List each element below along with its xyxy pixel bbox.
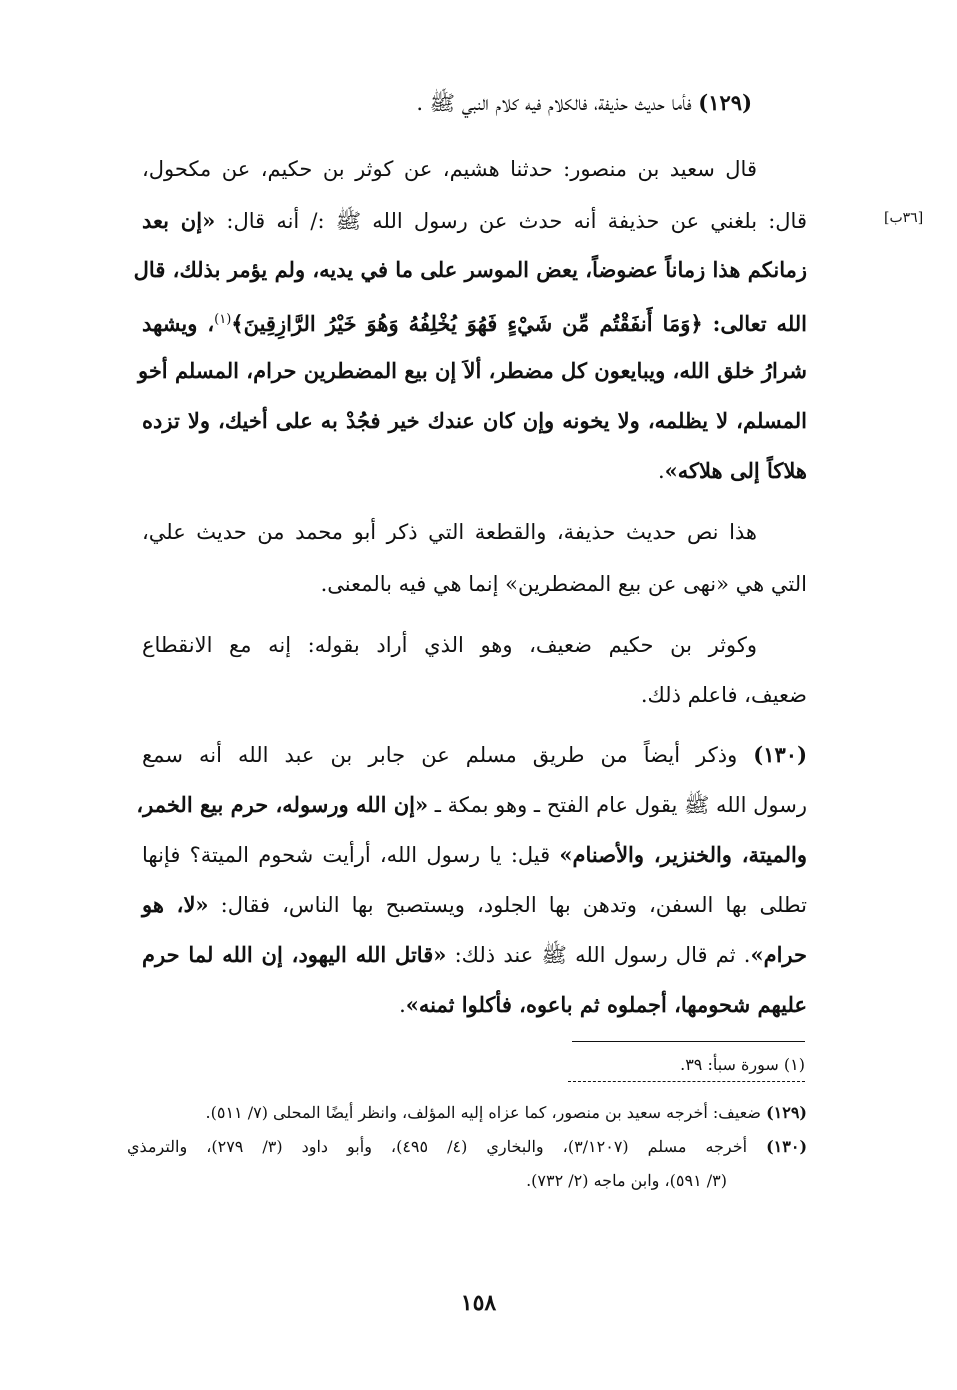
footnote-segment: أخرجه مسلم (٣/١٢٠٧)، والبخاري (٤/ ٤٩٥)، وأبو داود (٣/ ٢٧٩)، والترمذي xyxy=(127,1137,767,1156)
text-line xyxy=(142,406,807,436)
footnote-dashed-separator xyxy=(568,1081,805,1082)
text-segment: (١٣٠) xyxy=(753,742,807,767)
text-segment: هلاكاً إلى هلاكه» xyxy=(664,458,807,483)
page-number: ١٥٨ xyxy=(460,1290,497,1316)
text-line xyxy=(142,840,807,870)
footnote-segment: (١٢٩) xyxy=(766,1103,807,1122)
text-line xyxy=(142,206,807,236)
text-segment: الله تعالى: ﴿وَمَا أَنفَقْتُم مِّن شَيْءٍ فَهُوَ يُخْلِفُهُ وَهُوَ خَيْرُ الرَّازِقِينَ﴾ xyxy=(231,311,807,336)
text-line xyxy=(142,740,807,770)
text-segment: . ثم قال رسول الله ﷺ عند ذلك: xyxy=(446,943,751,967)
text-segment: «لا، هو xyxy=(142,892,209,917)
footnote-segment: ضعيف: أخرجه سعيد بن منصور، كما عزاه إليه المؤلف، وانظر أيضًا المحلى (٧/ ٥١١). xyxy=(205,1103,767,1122)
text-segment: هذا نص حديث حذيفة، والقطعة التي ذكر أبو محمد من حديث علي، xyxy=(142,520,757,544)
text-line xyxy=(136,790,807,820)
text-line xyxy=(142,154,757,184)
text-segment: وذكر أيضاً من طريق مسلم عن جابر بن عبد الله أنه سمع xyxy=(142,743,754,767)
text-line xyxy=(142,940,807,970)
text-line xyxy=(142,569,807,599)
footnote-line xyxy=(127,1100,807,1126)
text-line xyxy=(192,88,752,118)
footnote-ref: (١) xyxy=(214,312,232,327)
text-segment: ضعيف، فاعلم ذلك. xyxy=(640,683,807,707)
footnote-segment: (١٣٠) xyxy=(766,1137,808,1156)
text-line xyxy=(142,456,807,486)
text-segment: «إن الله ورسوله، حرم بيع الخمر، xyxy=(136,792,429,817)
text-segment: . xyxy=(657,459,665,483)
text-segment: . xyxy=(399,993,406,1017)
text-line xyxy=(142,680,807,710)
footnote-line xyxy=(47,1168,727,1194)
footnote-line xyxy=(127,1134,807,1160)
text-segment: «قاتل الله اليهود، إن الله لما حرم xyxy=(142,942,447,967)
text-line xyxy=(142,305,807,339)
text-segment: ، ويشهد xyxy=(142,311,215,336)
margin-folio-note: [٣٦ب] xyxy=(884,210,924,226)
text-segment: «إن بعد xyxy=(142,208,216,233)
text-segment: قال سعيد بن منصور: حدثنا هشيم، عن كوثر بن حكيم، عن مكحول، xyxy=(142,157,757,181)
footnote-line xyxy=(125,1052,805,1078)
text-line xyxy=(142,517,757,547)
text-segment: (١٢٩) xyxy=(698,90,752,115)
text-segment: التي هي «نهى عن بيع المضطرين» إنما هي فيه بالمعنى. xyxy=(320,572,807,596)
text-segment: زمانكم هذا زماناً عضوضاً، يعض الموسر على ما في يديه، ولم يؤمر بذلك، قال xyxy=(133,257,807,282)
footnote-segment: (٣/ ٥٩١)، وابن ماجه (٢/ ٧٣٢). xyxy=(526,1171,727,1190)
text-line xyxy=(137,356,807,386)
text-segment: شرارُ خلق الله، ويبايعون كل مضطر، ألاَ إن بيع المضطرين حرام، المسلم أخو xyxy=(137,358,807,383)
text-segment: تطلى بها السفن، وتدهن بها الجلود، ويستصبح بها الناس، فقال: xyxy=(208,893,807,917)
footnote-separator xyxy=(572,1041,805,1042)
text-line xyxy=(142,630,757,660)
text-segment: فأما حديث حذيفة، فالكلام فيه كلام النبي ﷺ . xyxy=(416,91,699,115)
text-line xyxy=(133,255,807,285)
text-segment: وكوثر بن حكيم ضعيف، وهو الذي أراد بقوله: إنه مع الانقطاع xyxy=(142,633,757,657)
text-segment: عليهم شحومها، أجملوه ثم باعوه، فأكلوا ثمنه» xyxy=(405,992,807,1017)
text-segment: والميتة، والخنزير، والأصنام» xyxy=(559,842,808,867)
text-segment: المسلم، لا يظلمه، ولا يخونه وإن كان عندك خير فجُدْ به على أخيك، ولا تزده xyxy=(142,408,807,433)
text-segment: حرام» xyxy=(750,942,807,967)
footnote-segment: (١) سورة سبأ: ٣٩. xyxy=(680,1055,805,1074)
text-line xyxy=(142,890,807,920)
text-line xyxy=(142,990,807,1020)
text-segment: قال: بلغني عن حذيفة أنه حدث عن رسول الله ﷺ :/ أنه قال: xyxy=(215,209,807,233)
text-segment: قيل: يا رسول الله، أرأيت شحوم الميتة؟ فإنها xyxy=(142,843,560,867)
text-segment: رسول الله ﷺ يقول عام الفتح ـ وهو بمكة ـ xyxy=(428,793,807,817)
